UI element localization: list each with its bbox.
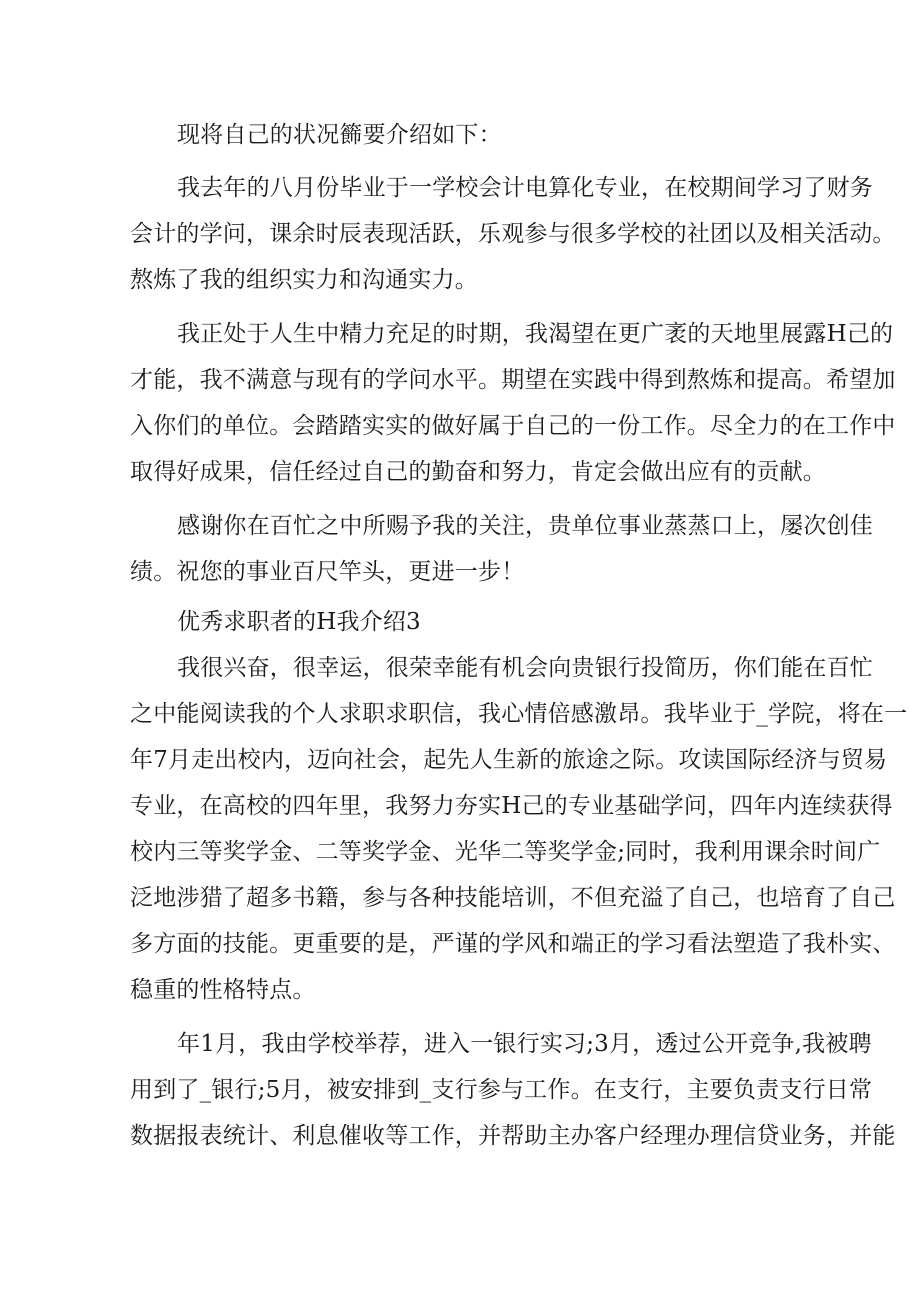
- paragraph-line: 年1月，我由学校举荐，进入一银行实习;3月，透过公开竞争,我被聘: [177, 1031, 872, 1057]
- paragraph-line: 我去年的八月份毕业于一学校会计电算化专业，在校期间学习了财务: [177, 175, 873, 201]
- paragraph-line: 校内三等奖学金、二等奖学金、光华二等奖学金;同时，我利用课余时间广: [130, 839, 881, 865]
- paragraph-line: 我很兴奋，很幸运，很荣幸能有机会向贵银行投简历，你们能在百忙: [177, 655, 873, 681]
- section-heading: 优秀求职者的H我介绍3: [177, 609, 421, 635]
- paragraph-line: 数据报表统计、利息催收等工作，并帮助主办客户经理办理信贷业务，并能: [130, 1123, 896, 1149]
- paragraph-line: 之中能阅读我的个人求职求职信，我心情倍感激昂。我毕业于_学院，将在一: [130, 701, 908, 727]
- paragraph-line: 专业，在高校的四年里，我努力夯实H己的专业基础学问，四年内连续获得: [130, 793, 893, 819]
- paragraph-line: 才能，我不满意与现有的学问水平。期望在实践中得到熬炼和提高。希望加: [130, 367, 896, 393]
- paragraph-line: 现将自己的状况籂要介绍如下：: [177, 122, 502, 148]
- paragraph-line: 熬炼了我的组织实力和沟通实力。: [130, 267, 478, 293]
- paragraph-line: 多方面的技能。更重要的是，严谨的学风和端正的学习看法塑造了我朴实、: [130, 931, 896, 957]
- paragraph-line: 稳重的性格特点。: [130, 977, 316, 1003]
- paragraph-line: 年7月走出校内，迈向社会，起先人生新的旅途之际。攻读国际经济与贸易: [130, 747, 888, 773]
- paragraph-line: 感谢你在百忙之中所赐予我的关注，贵单位事业蒸蒸口上，屡次创佳: [177, 513, 873, 539]
- paragraph-line: 绩。祝您的事业百尺竿头，更进一步！: [130, 559, 525, 585]
- paragraph-line: 泛地涉猎了超多书籍，参与各种技能培训，不但充溢了自己，也培育了自己: [130, 885, 896, 911]
- paragraph-line: 会计的学问，课余时辰表现活跃，乐观参与很多学校的社团以及相关活动。: [130, 221, 896, 247]
- paragraph-line: 我正处于人生中精力充足的时期，我渴望在更广袤的天地里展露H己的: [177, 321, 894, 347]
- paragraph-line: 用到了_银行;5月，被安排到_支行参与工作。在支行，主要负责支行日常: [130, 1077, 873, 1103]
- paragraph-line: 入你们的单位。会踏踏实实的做好属于自己的一份工作。尽全力的在工作中: [130, 413, 896, 439]
- paragraph-line: 取得好成果，信任经过自己的勤奋和努力，肯定会做出应有的贡献。: [130, 459, 826, 485]
